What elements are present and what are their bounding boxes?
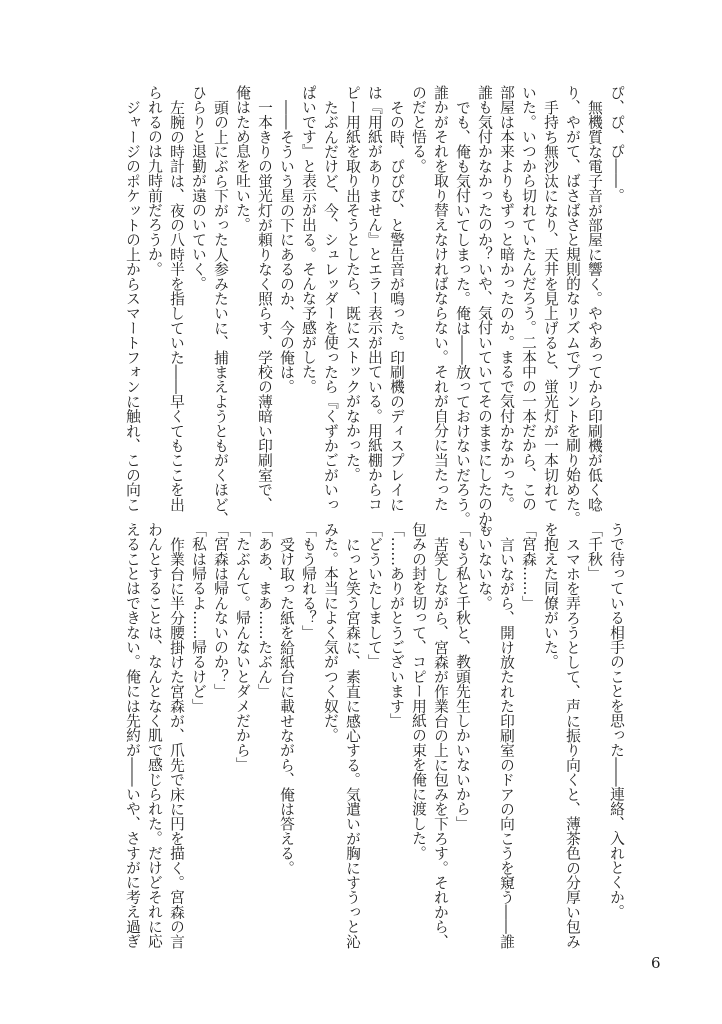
text-line: いた。いつから切れていたんだろう。二本中の一本だから、この — [520, 85, 537, 512]
top-text-block — [121, 85, 627, 541]
text-line: のだと悟る。 — [410, 85, 427, 174]
text-line: 作業台に半分腰掛けた宮森が、爪先で床に円を描く。宮森の言 — [168, 536, 185, 949]
text-line: うで待っている相手のことを思った――連絡、入れとくか。 — [608, 522, 625, 919]
text-line: 「私は帰るよ……帰るけど」 — [190, 522, 207, 714]
text-line: ピー用紙を取り出そうとしたら、既にストックがなかった。 — [344, 85, 361, 482]
text-line: 誰も気付かなかったのか？いや、気付いていてそのままにしたのか。 — [476, 85, 493, 541]
text-line: ひらりと退勤が遠のいていく。 — [190, 85, 207, 291]
text-line: 「ああ、まあ……たぶん」 — [256, 522, 273, 699]
text-line: 「もう帰れる？」 — [300, 522, 317, 640]
text-line: り、やがて、ばさばさと規則的なリズムでプリントを刷り始めた。 — [564, 85, 581, 526]
text-line: みた。本当によく気がつく奴だ。 — [322, 522, 339, 743]
text-line: ジャージのポケットの上からスマートフォンに触れ、この向こ — [124, 99, 141, 512]
text-line: 部屋は本来よりもずっと暗かったのか。まるで気付かなかった。 — [498, 85, 515, 512]
page-number: 6 — [651, 954, 661, 972]
text-line: 一本きりの蛍光灯が頼りなく照らす、学校の薄暗い印刷室で、 — [256, 99, 273, 512]
text-line: 誰かがそれを取り替えなければならない。それが自分に当たった — [432, 85, 449, 512]
text-line: でも、俺も気付いてしまった。俺は――放っておけないだろう。 — [454, 99, 471, 526]
text-line: 「宮森……」 — [520, 522, 537, 611]
text-line: わんとすることは、なんとなく肌で感じられた。だけどそれに応 — [146, 522, 163, 949]
bottom-text-block — [121, 522, 627, 949]
text-line: は『用紙がありません』とエラー表示が出ている。用紙棚からコ — [366, 85, 383, 512]
text-line: 「……ありがとうございます」 — [388, 522, 405, 728]
text-line: もいないな。 — [476, 522, 493, 611]
text-line: たぶんだけど、今、シュレッダーを使ったら『くずかごがいっ — [322, 99, 339, 512]
text-line: ぱいです』と表示が出る。そんな予感がした。 — [300, 85, 317, 394]
text-line: られるのは九時前だろうか。 — [146, 85, 163, 277]
text-line: 言いながら、開け放たれた印刷室のドアの向こうを窺う――誰 — [498, 536, 515, 949]
text-line: ――そういう星の下にあるのか、今の俺は。 — [278, 99, 295, 394]
text-line: を抱えた同僚がいた。 — [542, 522, 559, 669]
text-line: 「宮森は帰んないのか？」 — [212, 522, 229, 699]
text-line: 苦笑しながら、宮森が作業台の上に包みを下ろす。それから、 — [432, 536, 449, 949]
text-line: 「千秋」 — [586, 522, 603, 581]
text-line: 「もう私と千秋と、教頭先生しかいないから」 — [454, 522, 471, 831]
text-line: 「どういたしまして」 — [366, 522, 383, 669]
text-line: スマホを弄ろうとして、声に振り向くと、薄茶色の分厚い包み — [564, 536, 581, 949]
text-line: 俺はため息を吐いた。 — [234, 85, 251, 232]
text-line: 手持ち無沙汰になり、天井を見上げると、蛍光灯が一本切れて — [542, 99, 559, 512]
text-line: 「たぶんて。帰んないとダメだから」 — [234, 522, 251, 772]
text-line: 受け取った紙を給紙台に載せながら、俺は答える。 — [278, 536, 295, 875]
text-line: 頭の上にぶら下がった人参みたいに、捕まえようともがくほど、 — [212, 99, 229, 526]
text-line: えることはできない。俺には先約が――いや、さすがに考え過ぎ — [124, 522, 141, 949]
text-line: 左腕の時計は、夜の八時半を指していた――早くてもここを出 — [168, 99, 185, 512]
text-line: 包みの封を切って、コピー用紙の束を俺に渡した。 — [410, 522, 427, 861]
text-line: その時、ぴぴぴ、と警告音が鳴った。印刷機のディスプレイに — [388, 99, 405, 512]
text-line: にっと笑う宮森に、素直に感心する。気遣いが胸にすうっと沁 — [344, 536, 361, 949]
text-line: 無機質な電子音が部屋に響く。ややあってから印刷機が低く唸 — [586, 99, 603, 512]
text-line: ぴ、ぴ、ぴ――。 — [608, 85, 625, 203]
